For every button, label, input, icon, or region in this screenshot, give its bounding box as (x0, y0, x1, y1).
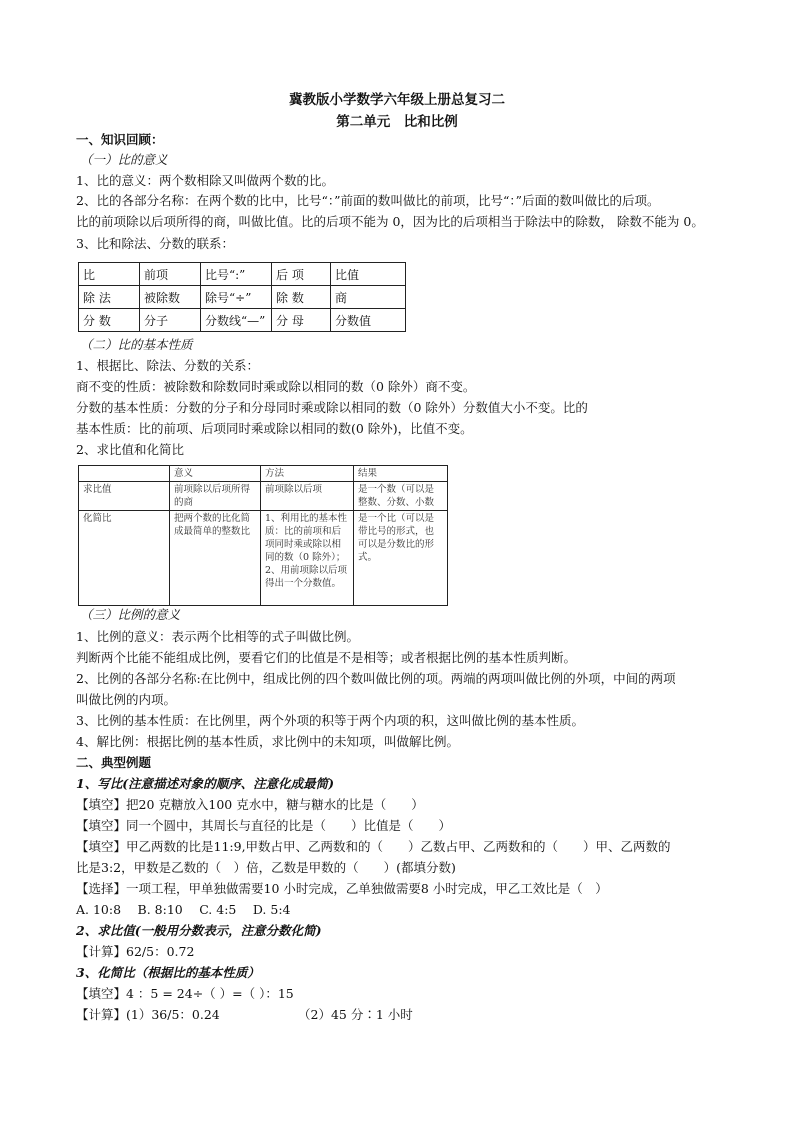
table-cell: 前项 (140, 263, 201, 286)
text-line: 基本性质：比的前项、后项同时乘或除以相同的数(0 除外)，比值不变。 (76, 421, 473, 436)
table-row (79, 466, 448, 482)
table-row (79, 263, 406, 286)
table-cell: 比号“:” (201, 263, 272, 286)
choice-options: A. 10:8 B. 8:10 C. 4:5 D. 5:4 (76, 902, 291, 917)
text-line: 4、解比例：根据比例的基本性质，求比例中的未知项，叫做解比例。 (76, 734, 459, 749)
table-row (79, 286, 406, 309)
table-cell: 前项除以后项 (261, 482, 354, 511)
text-line: 判断两个比能不能组成比例，要看它们的比值是不是相等；或者根据比例的基本性质判断。 (76, 650, 577, 665)
text-line: 2、求比值和化简比 (76, 442, 184, 457)
question-line: 【计算】62/5：0.72 (76, 944, 195, 959)
table-cell: 前项除以后项所得的商 (170, 482, 261, 511)
table-row (79, 309, 406, 332)
ratio-simplify-table (78, 465, 448, 606)
table-cell: 分数线“—” (201, 309, 272, 332)
subsection-heading-2: （二）比的基本性质 (80, 337, 193, 352)
section-heading-1: 一、知识回顾： (76, 132, 164, 147)
table-cell: 除 数 (272, 286, 331, 309)
question-line: （2）45 分∶1 小时 (298, 1007, 413, 1022)
subsection-heading-1: （一）比的意义 (80, 152, 168, 167)
text-line: 商不变的性质：被除数和除数同时乘或除以相同的数（0 除外）商不变。 (76, 379, 476, 394)
table-cell: 比值 (331, 263, 406, 286)
table-cell (79, 466, 170, 482)
example-heading-2: 2、求比值(一般用分数表示，注意分数化简) (76, 923, 322, 938)
table-cell: 方法 (261, 466, 354, 482)
table-cell: 后 项 (272, 263, 331, 286)
table-cell: 把两个数的比化简成最简单的整数比 (170, 511, 261, 606)
table-cell: 被除数 (140, 286, 201, 309)
table-cell: 是一个数（可以是整数、分数、小数 (354, 482, 448, 511)
text-line: 3、比和除法、分数的联系： (76, 236, 234, 251)
question-line: 【填空】4 ：5 = 24÷（ ）=（ ）：15 (76, 986, 294, 1001)
text-line: 2、比的各部分名称：在两个数的比中，比号“：”前面的数叫做比的前项，比号“：”后面的数叫做比的后项。 (76, 193, 660, 208)
table-cell: 分 数 (79, 309, 140, 332)
subsection-heading-3: （三）比例的意义 (80, 607, 181, 622)
question-line: 【填空】把20 克糖放入100 克水中，糖与糖水的比是（ ） (76, 797, 424, 812)
question-line: 比是3:2，甲数是乙数的（ ）倍，乙数是甲数的（ ）(都填分数) (76, 860, 456, 875)
text-line: 1、比的意义：两个数相除又叫做两个数的比。 (76, 173, 334, 188)
example-heading-1: 1、写比(注意描述对象的顺序、注意化成最简) (76, 776, 335, 791)
table-cell: 分子 (140, 309, 201, 332)
table-cell: 是一个比（可以是带比号的形式，也可以是分数比的形式。 (354, 511, 448, 606)
text-line: 叫做比例的内项。 (76, 692, 177, 707)
table-row (79, 482, 448, 511)
section-heading-2: 二、典型例题 (76, 755, 152, 770)
question-line: 【选择】一项工程，甲单独做需要10 小时完成，乙单独做需要8 小时完成，甲乙工效比是（ ） (76, 881, 608, 896)
text-line: 1、根据比、除法、分数的关系： (76, 358, 259, 373)
table-cell: 除 法 (79, 286, 140, 309)
text-line: 比的前项除以后项所得的商，叫做比值。比的后项不能为 0，因为比的后项相当于除法中的除数， 除数不能为 0。 (76, 214, 704, 229)
table-cell: 求比值 (79, 482, 170, 511)
question-line: 【计算】(1）36/5：0.24 (76, 1007, 220, 1022)
comparison-table (78, 262, 406, 332)
table-cell: 分 母 (272, 309, 331, 332)
table-cell: 结果 (354, 466, 448, 482)
text-line: 3、比例的基本性质：在比例里，两个外项的积等于两个内项的积，这叫做比例的基本性质。 (76, 713, 584, 728)
table-cell: 1、利用比的基本性质：比的前项和后项同时乘或除以相同的数（0 除外）；2、用前项除以后项得出一个分数值。 (261, 511, 354, 606)
document-subtitle: 第二单元 比和比例 (336, 114, 458, 130)
table-cell: 分数值 (331, 309, 406, 332)
document-title: 冀教版小学数学六年级上册总复习二 (289, 92, 505, 108)
table-cell: 化简比 (79, 511, 170, 606)
question-line: 【填空】甲乙两数的比是11:9,甲数占甲、乙两数和的（ ）乙数占甲、乙两数和的（ ）甲、乙两数的 (76, 839, 671, 854)
text-line: 1、比例的意义：表示两个比相等的式子叫做比例。 (76, 629, 359, 644)
table-cell: 比 (79, 263, 140, 286)
table-cell: 除号“÷” (201, 286, 272, 309)
example-heading-3: 3、化简比（根据比的基本性质） (76, 965, 260, 980)
text-line: 2、比例的各部分名称:在比例中，组成比例的四个数叫做比例的项。两端的两项叫做比例的外项，中间的两项 (76, 671, 676, 686)
table-cell: 商 (331, 286, 406, 309)
table-row (79, 511, 448, 606)
question-line: 【填空】同一个圆中，其周长与直径的比是（ ）比值是（ ） (76, 818, 452, 833)
text-line: 分数的基本性质：分数的分子和分母同时乘或除以相同的数（0 除外）分数值大小不变。比的 (76, 400, 588, 415)
table-cell: 意义 (170, 466, 261, 482)
